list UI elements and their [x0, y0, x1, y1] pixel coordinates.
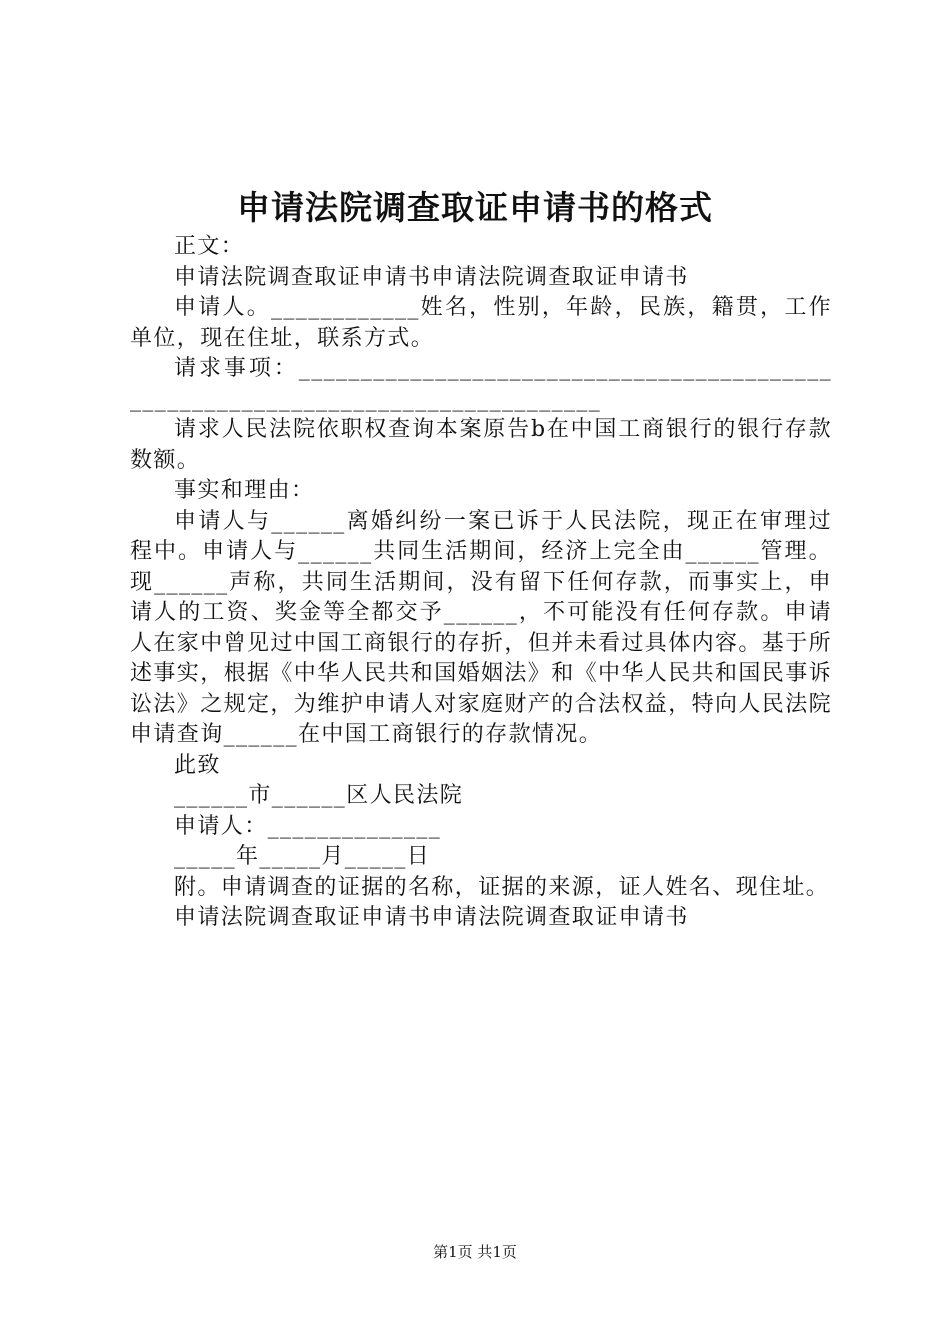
paragraph-text-label: 正文：: [174, 234, 245, 259]
paragraph-salutation: 此致: [174, 752, 221, 778]
paragraph-attachment: 附。申请调查的证据的名称，证据的来源，证人姓名、现住址。: [174, 874, 830, 900]
paragraph-doc-footer-heading: 申请法院调查取证申请书申请法院调查取证申请书: [174, 905, 689, 930]
paragraph-applicant-info: 申请人。____________姓名，性别，年龄，民族，籍贯，工作单位，现在住址，联系方式。: [130, 295, 832, 351]
document-body: [130, 232, 832, 934]
paragraph-court-name: ______市______区人民法院: [174, 783, 464, 808]
paragraph-request-content: 请求人民法院依职权查询本案原告b在中国工商银行的银行存款数额。: [130, 417, 832, 473]
paragraph-facts-body: 申请人与______离婚纠纷一案已诉于人民法院，现正在审理过程中。申请人与______共同生活期间，经济上完全由______管理。现______声称，共同生活期间，没有留下任何存款，而事实上，申请人的工资、奖金等全都交予______，不可能没有任何存款。申请人在家中曾见过中国工商银行的存折，但并未看过具体内容。基于所述事实，根据《中华人民共和国婚姻法》和《中华人民共和国民事诉讼法》之规定，为维护申请人对家庭财产的合法权益，特向人民法院申请查询______在中国工商银行的存款情况。: [130, 508, 833, 747]
paragraph-facts-heading: 事实和理由：: [174, 478, 315, 503]
paragraph-applicant-signature: 申请人：______________: [174, 813, 442, 839]
document-title: 申请法院调查取证申请书的格式: [237, 188, 713, 227]
paragraph-doc-heading: 申请法院调查取证申请书申请法院调查取证申请书: [174, 264, 689, 290]
paragraph-date: _____年_____月_____日: [174, 844, 431, 869]
paragraph-request-items: 请求事项：_________________________________________________________________________________: [130, 356, 832, 412]
page-number: 第1页 共1页: [433, 1243, 517, 1261]
